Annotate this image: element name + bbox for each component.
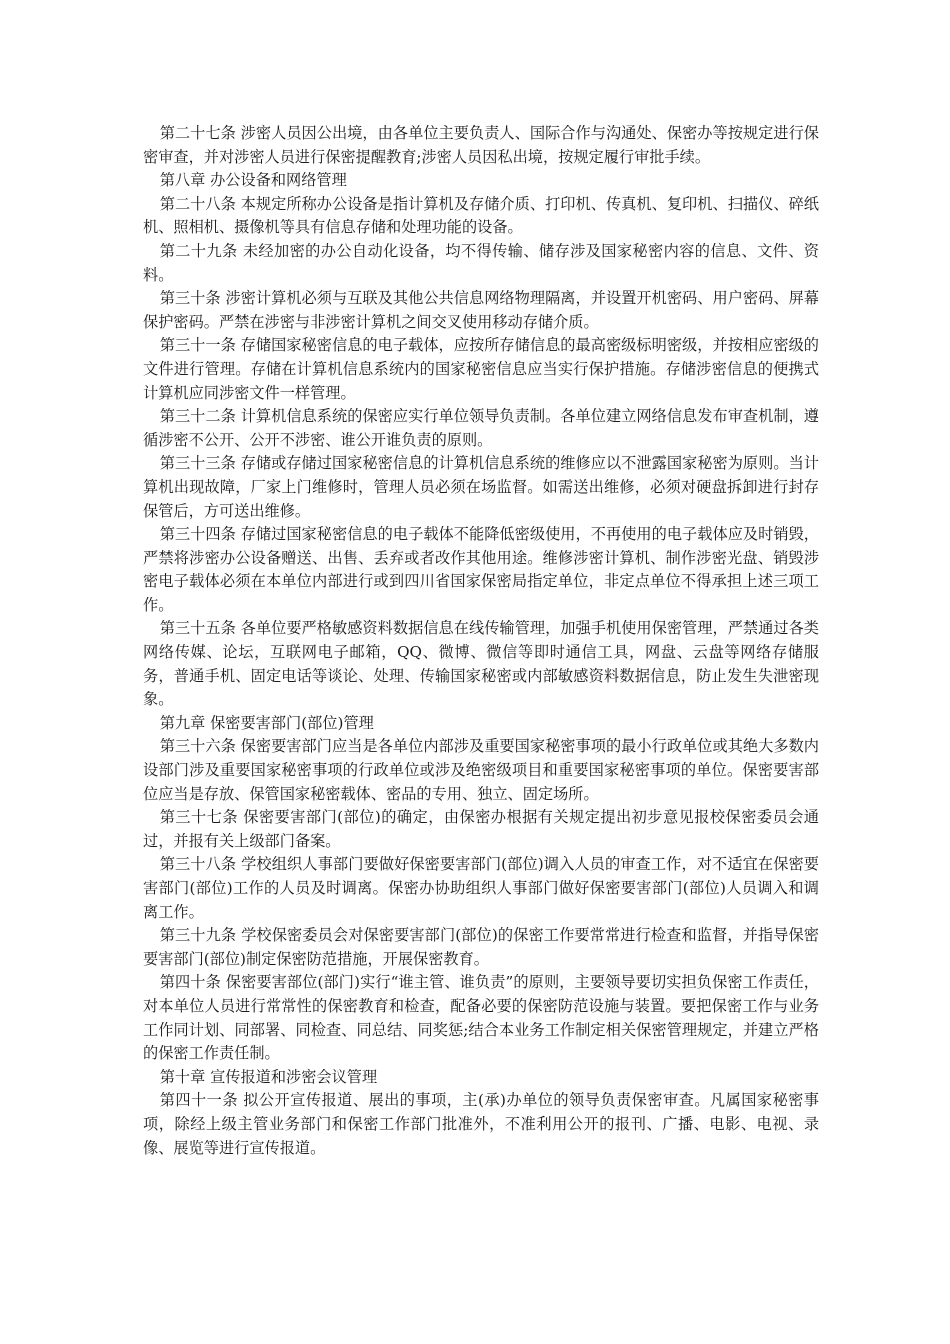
document-body <box>143 122 819 1160</box>
article-29: 第二十九条 未经加密的办公自动化设备，均不得传输、储存涉及国家秘密内容的信息、文件、资料。 <box>143 241 819 284</box>
article-30: 第三十条 涉密计算机必须与互联及其他公共信息网络物理隔离，并设置开机密码、用户密码、屏幕保护密码。严禁在涉密与非涉密计算机之间交叉使用移动存储介质。 <box>143 289 819 331</box>
article-37: 第三十七条 保密要害部门(部位)的确定，由保密办根据有关规定提出初步意见报校保密委员会通过，并报有关上级部门备案。 <box>143 808 819 850</box>
article-41: 第四十一条 拟公开宣传报道、展出的事项，主(承)办单位的领导负责保密审查。凡属国家秘密事项，除经上级主管业务部门和保密工作部门批准外，不准利用公开的报刊、广播、电影、电视、录像、展览等进行宣传报道。 <box>143 1091 819 1157</box>
article-28: 第二十八条 本规定所称办公设备是指计算机及存储介质、打印机、传真机、复印机、扫描仪、碎纸机、照相机、摄像机等具有信息存储和处理功能的设备。 <box>143 194 819 237</box>
article-38: 第三十八条 学校组织人事部门要做好保密要害部门(部位)调入人员的审查工作，对不适宜在保密要害部门(部位)工作的人员及时调离。保密办协助组织人事部门做好保密要害部门(部位)人员调入和调离工作。 <box>143 855 819 921</box>
chapter-9-heading: 第九章 保密要害部门(部位)管理 <box>159 713 374 732</box>
article-31: 第三十一条 存储国家秘密信息的电子载体，应按所存储信息的最高密级标明密级，并按相应密级的文件进行管理。存储在计算机信息系统内的国家秘密信息应当实行保护措施。存储涉密信息的便携式计算机应同涉密文件一样管理。 <box>143 336 819 402</box>
chapter-8-heading: 第八章 办公设备和网络管理 <box>159 171 347 190</box>
chapter-10-heading: 第十章 宣传报道和涉密会议管理 <box>159 1067 378 1086</box>
article-39: 第三十九条 学校保密委员会对保密要害部门(部位)的保密工作要常常进行检查和监督，并指导保密要害部门(部位)制定保密防范措施，开展保密教育。 <box>143 926 819 968</box>
article-27: 第二十七条 涉密人员因公出境，由各单位主要负责人、国际合作与沟通处、保密办等按规定进行保密审查，并对涉密人员进行保密提醒教育;涉密人员因私出境，按规定履行审批手续。 <box>143 124 819 166</box>
article-40: 第四十条 保密要害部位(部门)实行“谁主管、谁负责”的原则，主要领导要切实担负保密工作责任，对本单位人员进行常常性的保密教育和检查，配备必要的保密防范设施与装置。要把保密工作与业务工作同计划、同部署、同检查、同总结、同奖惩;结合本业务工作制定相关保密管理规定，并建立严格的保密工作责任制。 <box>143 973 819 1063</box>
article-33: 第三十三条 存储或存储过国家秘密信息的计算机信息系统的维修应以不泄露国家秘密为原则。当计算机出现故障，厂家上门维修时，管理人员必须在场监督。如需送出维修，必须对硬盘拆卸进行封存保管后，方可送出维修。 <box>143 454 819 520</box>
article-32: 第三十二条 计算机信息系统的保密应实行单位领导负责制。各单位建立网络信息发布审查机制，遵循涉密不公开、公开不涉密、谁公开谁负责的原则。 <box>143 407 819 449</box>
article-35: 第三十五条 各单位要严格敏感资料数据信息在线传输管理，加强手机使用保密管理，严禁通过各类网络传媒、论坛，互联网电子邮箱，QQ、微博、微信等即时通信工具，网盘、云盘等网络存储服务，普通手机、固定电话等谈论、处理、传输国家秘密或内部敏感资料数据信息，防止发生失泄密现象。 <box>143 619 819 709</box>
article-36: 第三十六条 保密要害部门应当是各单位内部涉及重要国家秘密事项的最小行政单位或其绝大多数内设部门涉及重要国家秘密事项的行政单位或涉及绝密级项目和重要国家秘密事项的单位。保密要害部位应当是存放、保管国家秘密载体、密品的专用、独立、固定场所。 <box>143 737 819 803</box>
article-34: 第三十四条 存储过国家秘密信息的电子载体不能降低密级使用，不再使用的电子载体应及时销毁，严禁将涉密办公设备赠送、出售、丢弃或者改作其他用途。维修涉密计算机、制作涉密光盘、销毁涉密电子载体必须在本单位内部进行或到四川省国家保密局指定单位，非定点单位不得承担上述三项工作。 <box>143 525 819 614</box>
